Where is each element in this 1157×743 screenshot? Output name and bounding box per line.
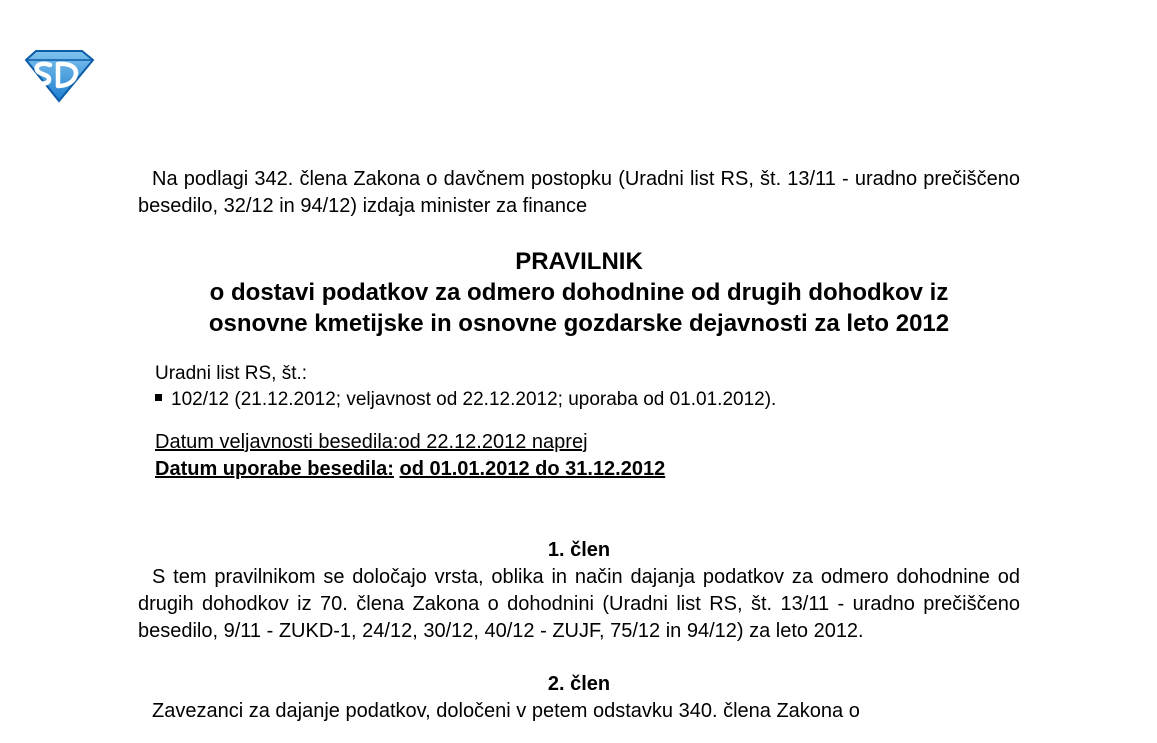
document-title	[138, 246, 1020, 339]
publication-entry	[155, 387, 1020, 413]
preamble-paragraph: Na podlagi 342. člena Zakona o davčnem postopku (Uradni list RS, št. 13/11 - uradno prečiščeno besedilo, 32/12 in 94/12) izdaja minister za finance	[138, 168, 1020, 217]
square-bullet-icon	[155, 394, 162, 401]
publication-info	[138, 361, 1020, 413]
title-line-1: PRAVILNIK	[515, 248, 643, 275]
use-date	[155, 456, 1020, 483]
title-line-2: o dostavi podatkov za odmero dohodnine od drugih dohodkov iz	[209, 279, 949, 306]
title-line-3: osnovne kmetijske in osnovne gozdarske dejavnosti za leto 2012	[208, 310, 950, 337]
publication-entry-text: 102/12 (21.12.2012; veljavnost od 22.12.2012; uporaba od 01.01.2012).	[171, 389, 777, 410]
article-2-text: Zavezanci za dajanje podatkov, določeni v petem odstavku 340. člena Zakona o	[152, 700, 860, 722]
use-date-label: Datum uporabe besedila:	[155, 458, 394, 480]
publication-label: Uradni list RS, št.:	[155, 363, 308, 384]
validity-info	[138, 429, 1020, 483]
publisher-logo	[22, 48, 96, 104]
article-1-heading: 1. člen	[547, 539, 611, 561]
validity-date: Datum veljavnosti besedila:od 22.12.2012 naprej	[155, 431, 588, 453]
article-2-heading: 2. člen	[547, 673, 611, 695]
use-date-value: od 01.01.2012 do 31.12.2012	[399, 458, 666, 480]
article-1-text: S tem pravilnikom se določajo vrsta, oblika in način dajanja podatkov za odmero dohodnine od drugih dohodkov iz 70. člena Zakona o dohodnini (Uradni list RS, št. 13/11 - uradno prečiščeno besedilo, 9/11 - ZUKD-1, 24/12, 30/12, 40/12 - ZUJF, 75/12 in 94/12) za leto 2012.	[138, 566, 1020, 642]
document-page	[138, 166, 1020, 725]
